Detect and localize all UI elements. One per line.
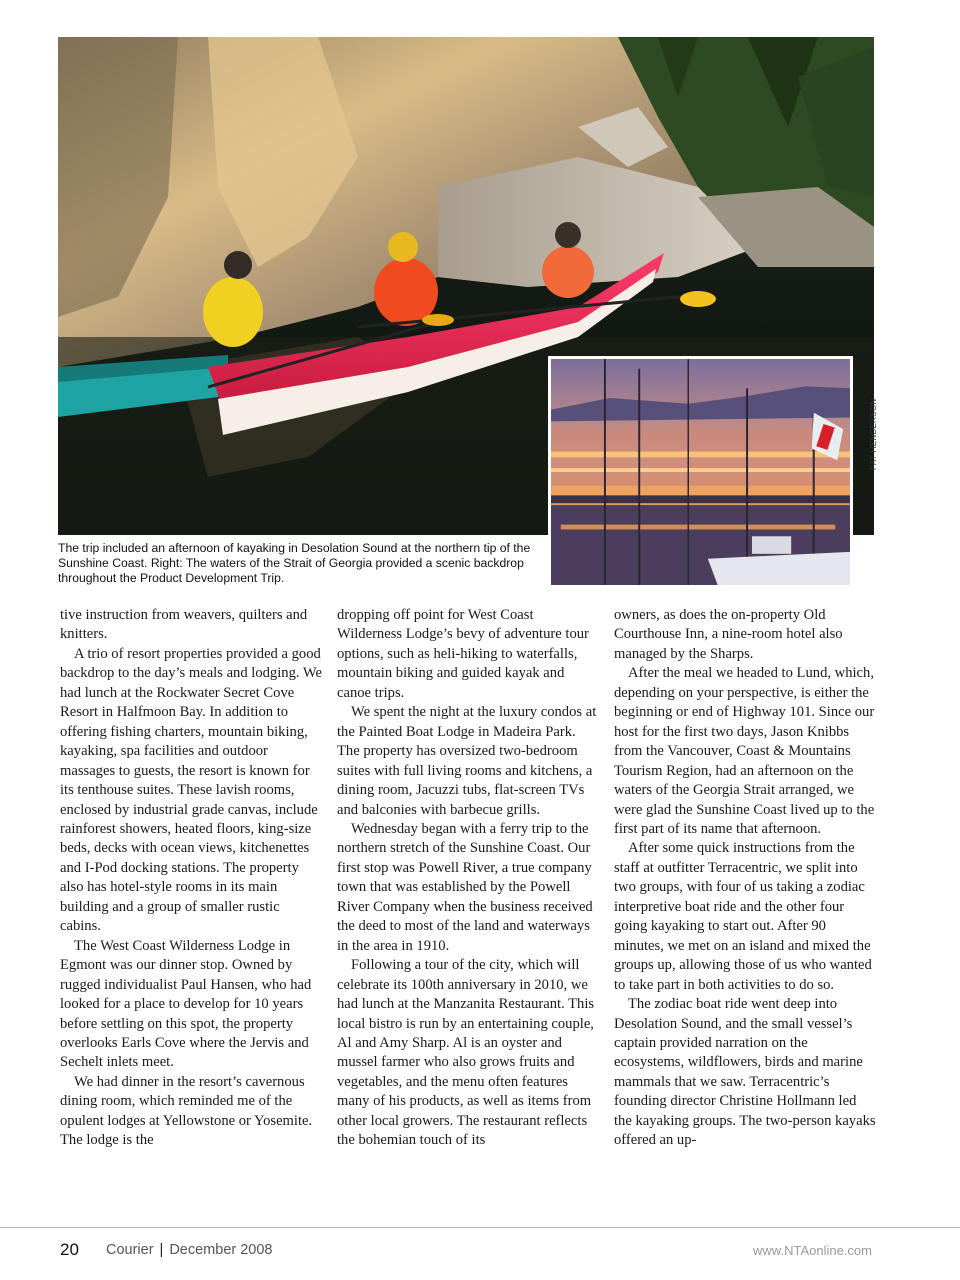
paragraph: A trio of resort properties provided a good backdrop to the day’s meals and lodging. We had lunch at the Rockwater Secret Cove Resort in Halfmoon Bay. In addition to offering fishing charters, mountain biking, kayaking, spa facilities and outdoor massages to guests, the resort is known for its tenthouse suites. These lavish rooms, enclosed by industrial grade canvas, include rainforest showers, heated floors, king-size beds, decks with ocean views, kitchenettes and I-Pod docking stations. The property also has hotel-style rooms in its main building and a group of smaller rustic cabins.	[60, 645, 322, 935]
paragraph: The West Coast Wilderness Lodge in Egmont was our dinner stop. Owned by rugged individualist Paul Hansen, who had looked for a place to develop for 10 years before settling on this spot, the property overlooks Earls Cove where the Jervis and Sechelt inlets meet.	[60, 937, 312, 1071]
article-column-2	[337, 606, 599, 1151]
page-footer	[60, 1240, 872, 1262]
paragraph: dropping off point for West Coast Wilderness Lodge’s bevy of adventure tour options, such as heli-hiking to waterfalls, mountain biking and guided kayak and canoe trips.	[337, 607, 589, 701]
paragraph: We had dinner in the resort’s cavernous dining room, which reminded me of the opulent lodges at Yellowstone or Yosemite. The lodge is the	[60, 1073, 313, 1149]
paragraph: After some quick instructions from the staff at outfitter Terracentric, we split into two groups, with four of us taking a zodiac interpretive boat ride and the other four going kayaking to start out. After 90 minutes, we met on an island and mixed the groups up, allowing those of us who wanted to take part in both activities to do so.	[614, 840, 872, 993]
article-column-1	[60, 606, 322, 1151]
website-link[interactable]: www.NTAonline.com	[753, 1243, 872, 1258]
publication-name: Courier	[106, 1242, 154, 1258]
paragraph: The zodiac boat ride went deep into Desolation Sound, and the small vessel’s captain provided narration on the ecosystems, wildflowers, birds and marine mammals that we saw. Terracentric’s founding director Christine Hollmann led the kayaking groups. The two-person kayaks offered an up-	[614, 996, 876, 1149]
issue-date: December 2008	[169, 1242, 273, 1258]
footer-separator: |	[159, 1242, 164, 1258]
paragraph: Following a tour of the city, which will celebrate its 100th anniversary in 2010, we had lunch at the Manzanita Restaurant. This local bistro is run by an entertaining couple, Al and Amy Sharp. Al is an oyster and mussel farmer who also grows fruits and vegetables, and the menu often features many of his products, as well as items from other local growers. The restaurant reflects the bohemian touch of its	[337, 957, 595, 1149]
publication-line	[106, 1242, 273, 1258]
footer-divider	[0, 1227, 960, 1228]
paragraph: We spent the night at the luxury condos at the Painted Boat Lodge in Madeira Park. The property has oversized two-bedroom suites with full living rooms and kitchens, a dining room, Jacuzzi tubs, flat-screen TVs and balconies with barbecue grills.	[337, 704, 597, 818]
photo-credit: PAT HENDERSON	[869, 398, 878, 470]
paragraph: tive instruction from weavers, quilters and knitters.	[60, 607, 308, 643]
paragraph: owners, as does the on-property Old Courthouse Inn, a nine-room hotel also managed by the Sharps.	[614, 607, 843, 662]
photo-caption: The trip included an afternoon of kayaking in Desolation Sound at the northern tip of the Sunshine Coast. Right: The waters of the Strait of Georgia provided a scenic backdrop throughout the Product Development Trip.	[58, 541, 531, 585]
inset-photo	[548, 356, 853, 588]
page-number: 20	[60, 1240, 79, 1259]
sunset-harbor-scene	[551, 359, 850, 585]
article-column-3	[614, 606, 876, 1151]
paragraph: Wednesday began with a ferry trip to the northern stretch of the Sunshine Coast. Our first stop was Powell River, a true company town that was established by the Powell River Company when the business received the deed to most of the land and waterways in the area in 1910.	[337, 820, 593, 954]
paragraph: After the meal we headed to Lund, which, depending on your perspective, is either the beginning or end of Highway 101. Since our host for the first two days, Jason Knibbs from the Vancouver, Coast & Mountains Tourism Region, had an afternoon on the waters of the Georgia Strait arranged, we were glad the Sunshine Coast lived up to the first part of its name that afternoon.	[614, 665, 875, 837]
